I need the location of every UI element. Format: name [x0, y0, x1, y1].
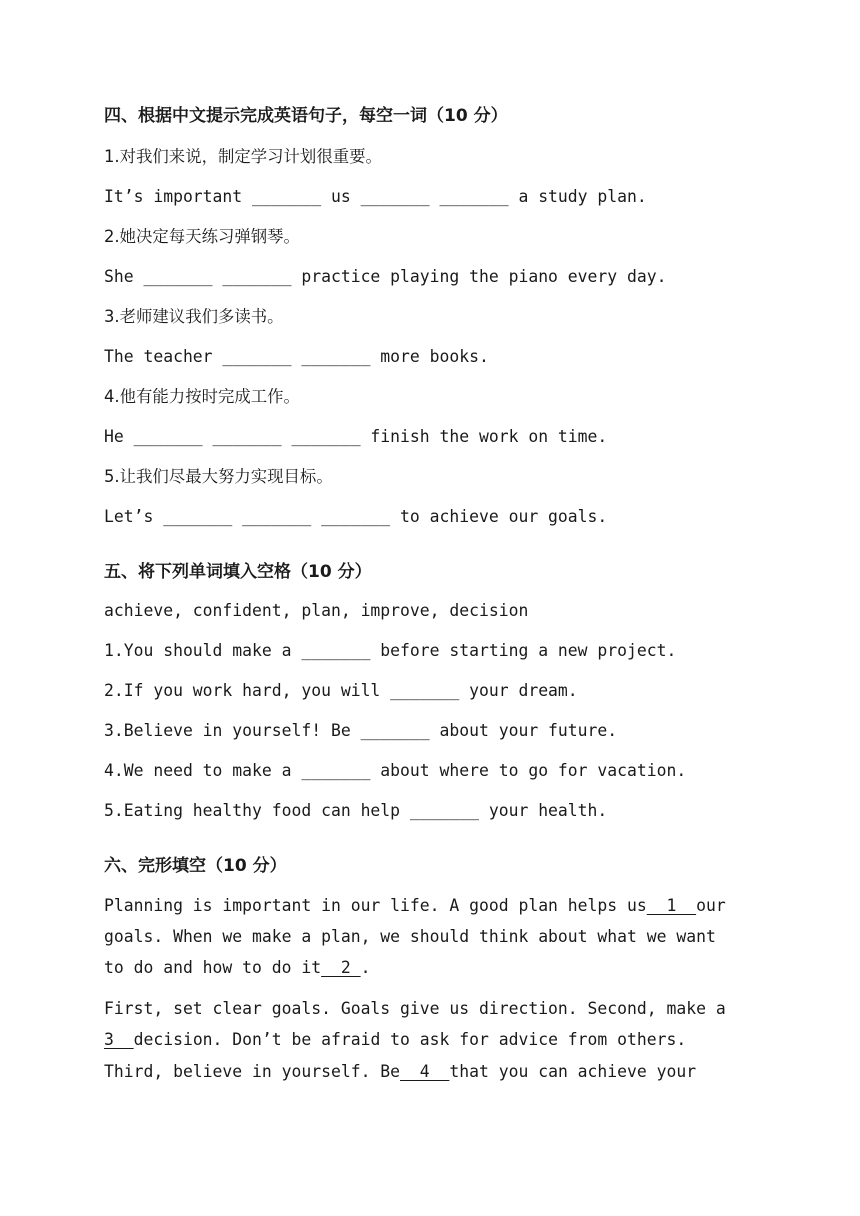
- section4-item-1-cn: 1.对我们来说，制定学习计划很重要。: [104, 147, 382, 166]
- cloze-text: decision. Don’t be afraid to ask for advice from others.: [133, 1030, 687, 1049]
- section5-item-2: 2.If you work hard, you will _______ your dream.: [104, 681, 578, 700]
- cloze-p2-line1: First, set clear goals. Goals give us direction. Second, make a: [104, 999, 726, 1018]
- section4-heading: 四、根据中文提示完成英语句子，每空一词（10 分）: [104, 106, 508, 126]
- cloze-p1-line1: [104, 896, 726, 916]
- section4-item-5-en: Let’s _______ _______ _______ to achieve our goals.: [104, 507, 608, 526]
- section5-item-3: 3.Believe in yourself! Be _______ about your future.: [104, 721, 618, 740]
- cloze-p2-line2: [104, 1030, 686, 1050]
- section5-item-1: 1.You should make a _______ before starting a new project.: [104, 641, 677, 660]
- cloze-blank-3: 3: [104, 1030, 134, 1049]
- section4-item-3-en: The teacher _______ _______ more books.: [104, 347, 489, 366]
- word-bank: achieve, confident, plan, improve, decision: [104, 601, 529, 620]
- cloze-text: Third, believe in yourself. Be: [104, 1062, 401, 1081]
- cloze-p1-line2: goals. When we make a plan, we should think about what we want: [104, 927, 716, 946]
- cloze-blank-1: 1: [646, 896, 697, 915]
- cloze-text: to do and how to do it: [104, 958, 322, 977]
- cloze-p1-line3: [104, 958, 370, 978]
- section4-item-3-cn: 3.老师建议我们多读书。: [104, 307, 284, 326]
- section4-item-2-en: She _______ _______ practice playing the piano every day.: [104, 267, 667, 286]
- cloze-p2-line3: [104, 1062, 696, 1082]
- cloze-blank-4: 4: [400, 1062, 450, 1081]
- section4-item-5-cn: 5.让我们尽最大努力实现目标。: [104, 467, 333, 486]
- cloze-blank-2: 2: [321, 958, 361, 977]
- section6-heading: 六、完形填空（10 分）: [104, 856, 287, 876]
- section4-item-4-cn: 4.他有能力按时完成工作。: [104, 387, 300, 406]
- section5-item-5: 5.Eating healthy food can help _______ your health.: [104, 801, 608, 820]
- section5-heading: 五、将下列单词填入空格（10 分）: [104, 562, 372, 582]
- section5-item-4: 4.We need to make a _______ about where to go for vacation.: [104, 761, 687, 780]
- section4-item-2-cn: 2.她决定每天练习弹钢琴。: [104, 227, 300, 246]
- cloze-text: our: [696, 896, 726, 915]
- section4-item-1-en: It’s important _______ us _______ _______ a study plan.: [104, 187, 647, 206]
- cloze-text: Planning is important in our life. A good plan helps us: [104, 896, 647, 915]
- cloze-text: .: [360, 958, 371, 977]
- cloze-text: that you can achieve your: [449, 1062, 697, 1081]
- section4-item-4-en: He _______ _______ _______ finish the work on time.: [104, 427, 608, 446]
